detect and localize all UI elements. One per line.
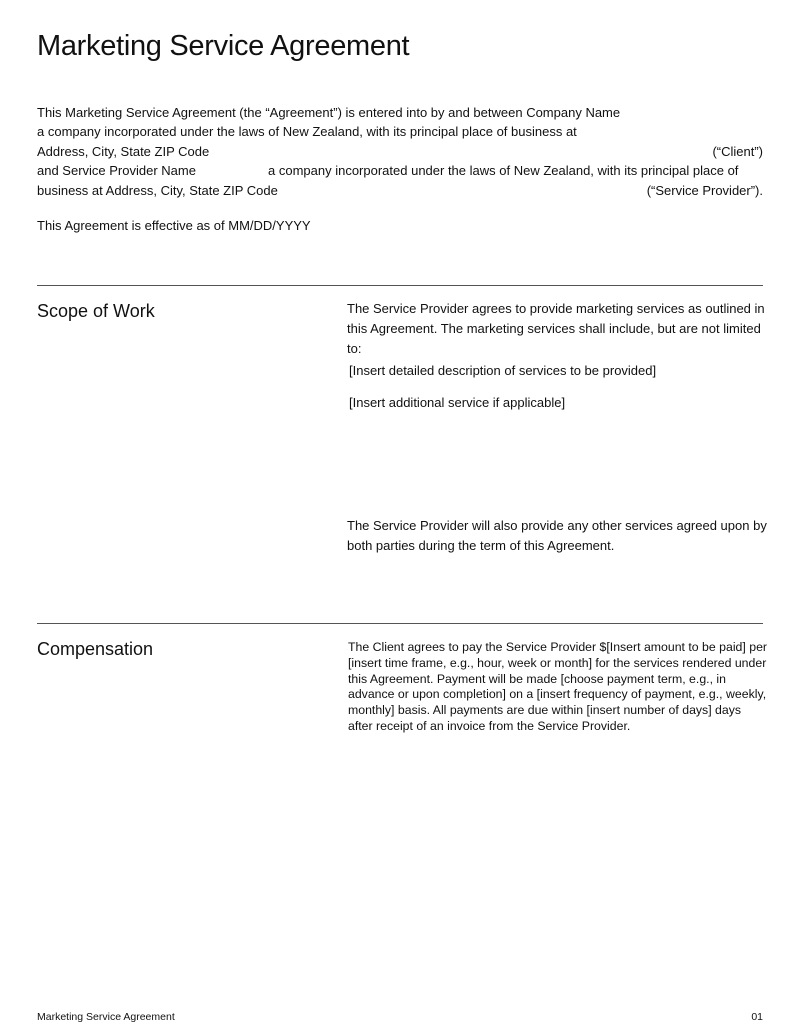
- scope-item-1: [Insert detailed description of services to be provided]: [349, 363, 657, 378]
- intro-line-4-left: and Service Provider Name: [37, 163, 196, 178]
- intro-line-5-right: (“Service Provider”).: [646, 183, 763, 198]
- effective-date: This Agreement is effective as of MM/DD/YYYY: [37, 218, 311, 233]
- scope-paragraph: The Service Provider agrees to provide marketing services as outlined in this Agreement. The marketing services shall include, but are not limited to:: [347, 301, 765, 356]
- footer-title: Marketing Service Agreement: [37, 1011, 175, 1023]
- intro-line-4-right: a company incorporated under the laws of New Zealand, with its principal place of: [268, 163, 739, 178]
- scope-paragraph-2: The Service Provider will also provide any other services agreed upon by both parties during the term of this Agreement.: [347, 518, 767, 553]
- divider: [37, 285, 763, 286]
- intro-line-1: This Marketing Service Agreement (the “Agreement”) is entered into by and between Company Name: [37, 105, 621, 120]
- intro-line-5-left: business at Address, City, State ZIP Code: [37, 183, 278, 198]
- compensation-paragraph: The Client agrees to pay the Service Provider $[Insert amount to be paid] per [insert time frame, e.g., hour, week or month] for the services rendered under this Agreement. Payment will be made [choose payment term, e.g., in advance or upon completion] on a [insert frequency of payment, e.g., weekly, monthly] basis. All payments are due within [insert number of days] days after receipt of an invoice from the Service Provider.: [348, 640, 768, 733]
- intro-line-3-left: Address, City, State ZIP Code: [37, 144, 210, 159]
- scope-item-2: [Insert additional service if applicable]: [349, 395, 566, 410]
- compensation-heading: Compensation: [37, 639, 154, 659]
- intro-line-2: a company incorporated under the laws of New Zealand, with its principal place of business at: [37, 124, 577, 139]
- intro-line-3-right: (“Client”): [712, 144, 763, 159]
- divider: [37, 623, 763, 624]
- page-number: 01: [751, 1011, 763, 1023]
- page-title: Marketing Service Agreement: [37, 30, 410, 62]
- scope-heading: Scope of Work: [37, 301, 155, 321]
